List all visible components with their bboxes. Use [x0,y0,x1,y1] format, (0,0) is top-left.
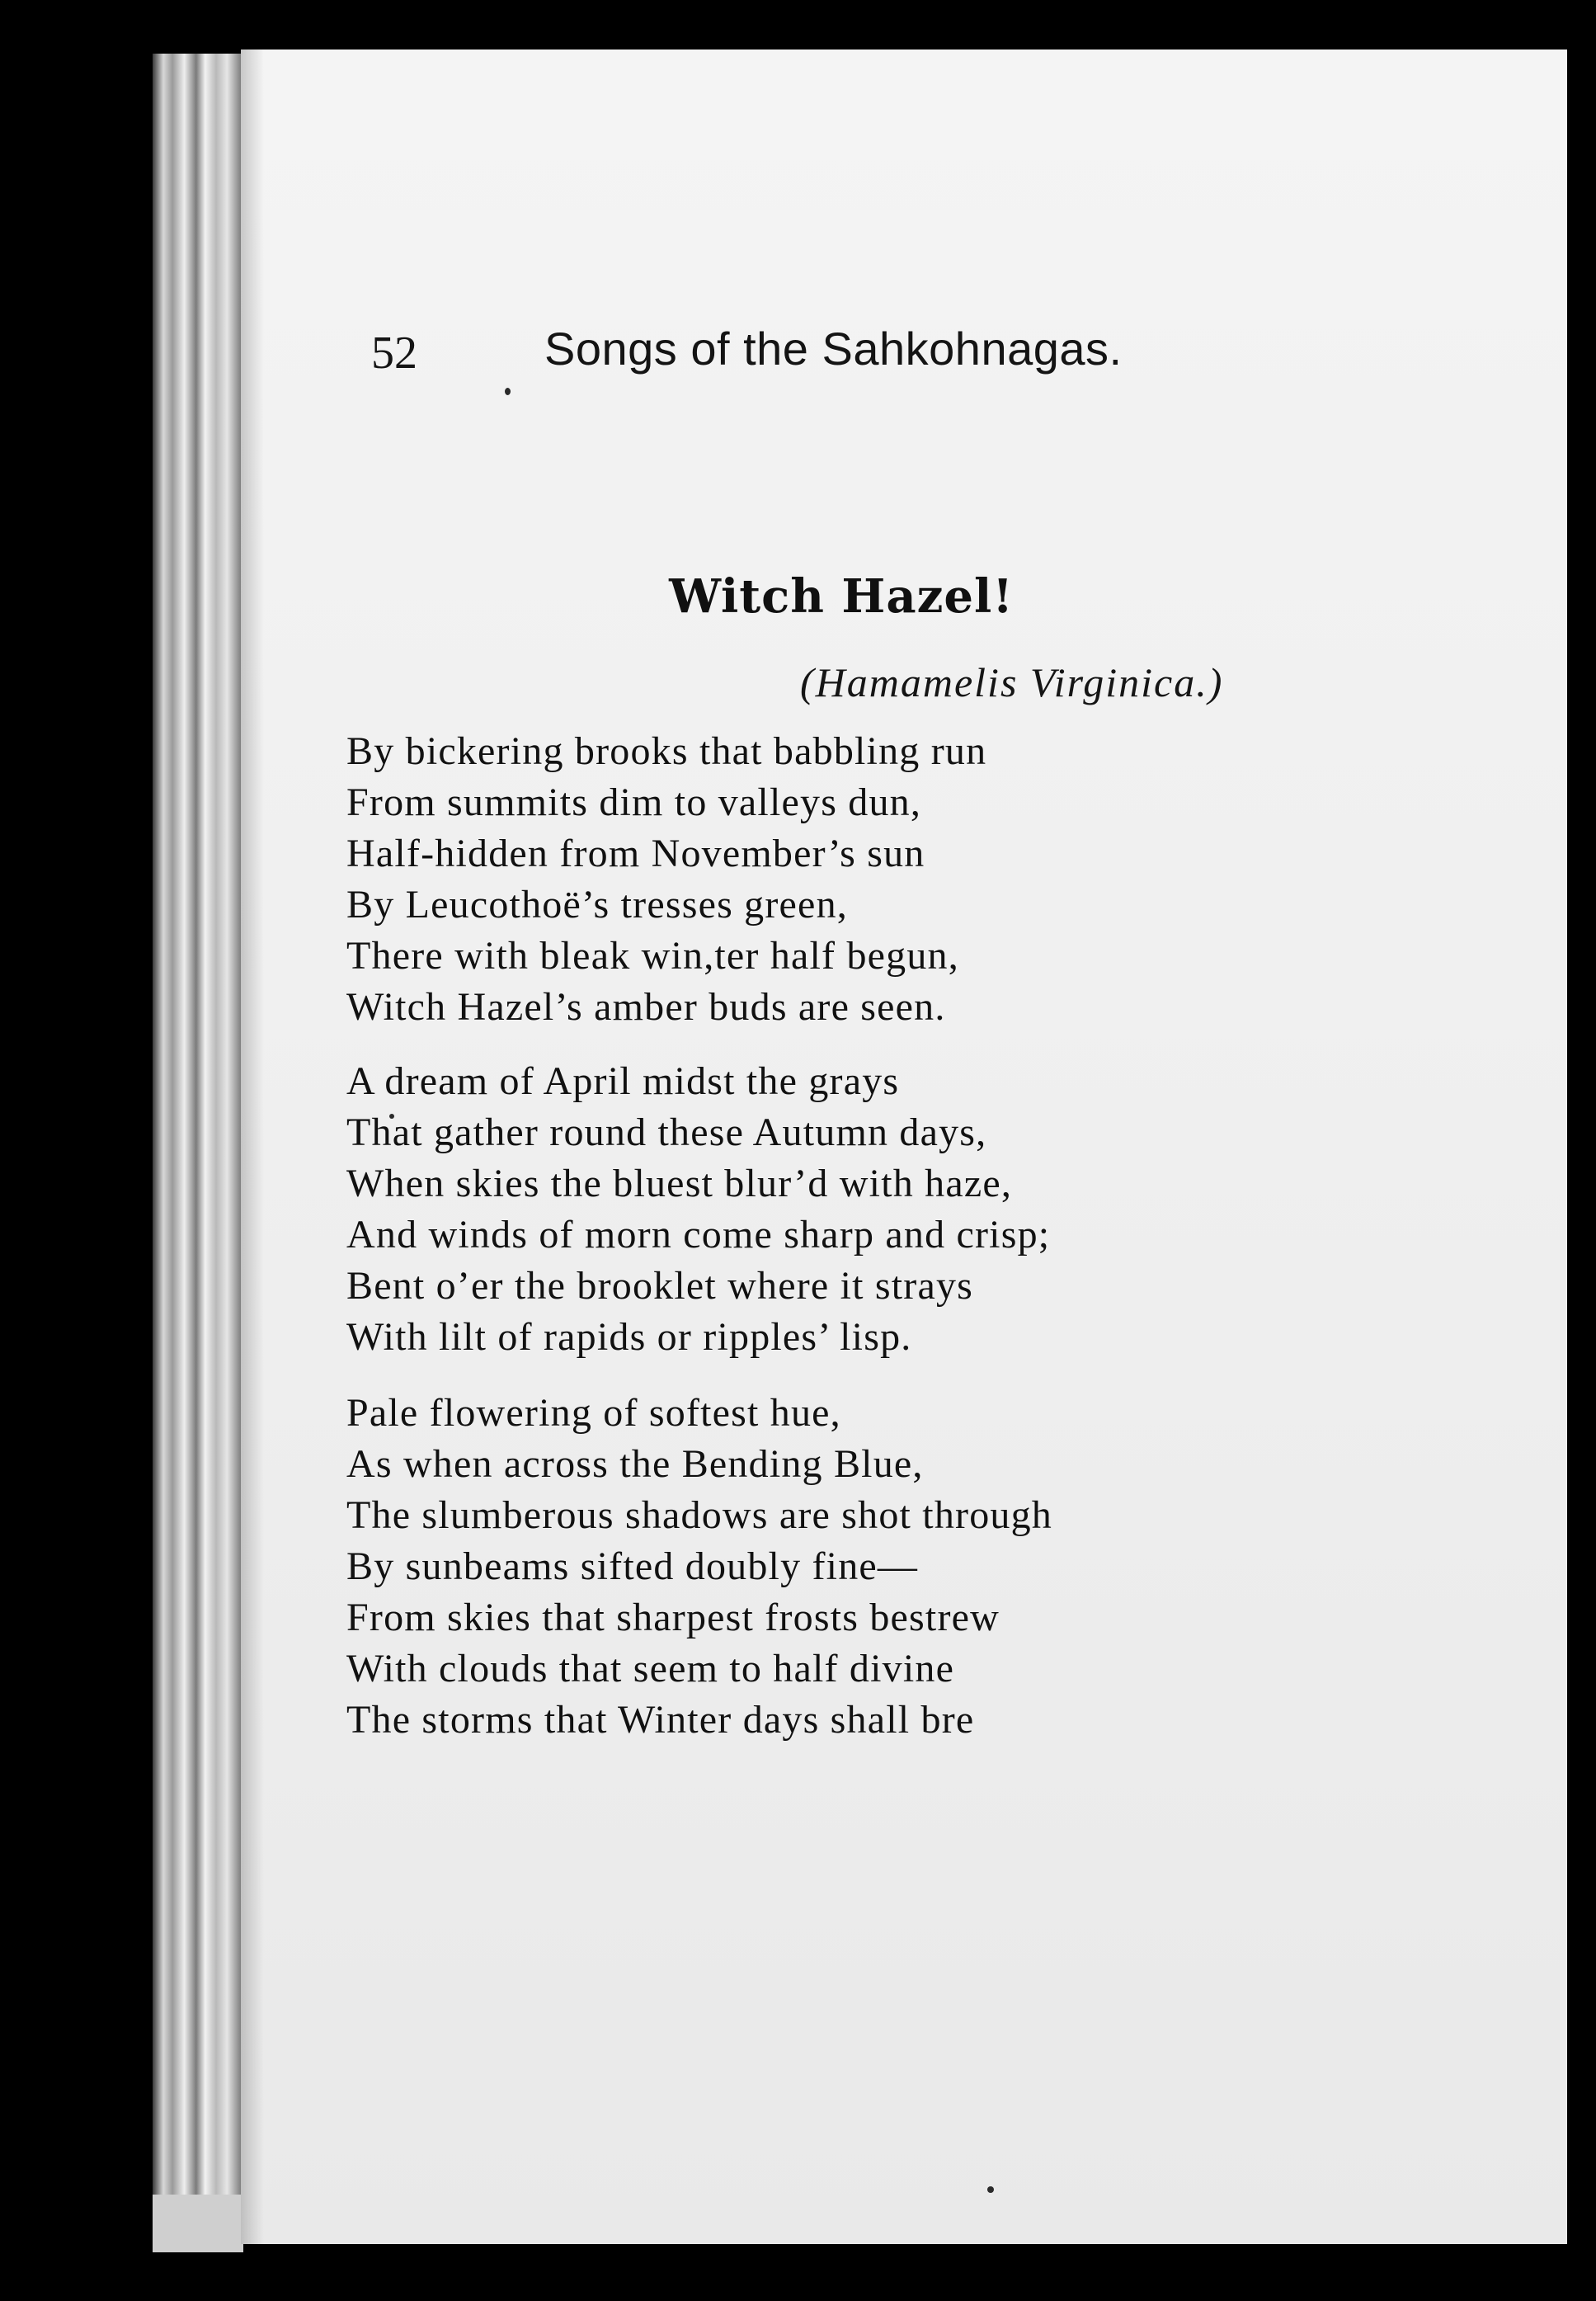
poem-line: The storms that Winter days shall bre [346,1698,975,1742]
binding-bottom-edge [153,2195,243,2252]
poem-line: And winds of morn come sharp and crisp; [346,1213,1051,1257]
poem-line: There with bleak win,ter half begun, [346,934,959,978]
stanza-3 [346,1388,1419,1746]
poem-line: From skies that sharpest frosts bestrew [346,1596,1000,1639]
page-header [371,314,1320,396]
poem-line: With lilt of rapids or ripples’ lisp. [346,1315,912,1359]
poem-line: When skies the bluest blur’d with haze, [346,1162,1013,1205]
poem-line: As when across the Bending Blue, [346,1442,924,1486]
gutter-shadow [241,50,264,2244]
running-head: Songs of the Sahkohnagas. [544,323,1123,375]
stanza-1 [346,726,1419,1033]
poem-line: The slumberous shadows are shot through [346,1493,1053,1537]
poem-line: By sunbeams sifted doubly fine— [346,1544,919,1588]
poem-line: Pale flowering of softest hue, [346,1391,841,1435]
book-binding [153,54,243,2248]
poem-line: With clouds that seem to half divine [346,1647,955,1690]
poem-line: By bickering brooks that babbling run [346,729,987,773]
poem-line: From summits dim to valleys dun, [346,780,922,824]
poem-line: Bent o’er the brooklet where it strays [346,1264,974,1308]
poem-line: A dream of April midst the grays [346,1059,900,1103]
stanza-2 [346,1056,1419,1363]
poem-line: Half-hidden from November’s sun [346,832,925,875]
dust-speck [987,2186,994,2193]
poem-line: That gather round these Autumn days, [346,1110,987,1154]
page-number: 52 [371,328,417,379]
poem-subtitle: (Hamamelis Virginica.) [800,659,1224,705]
poem-title: Witch Hazel! [669,569,1014,624]
poem-line: By Leucothoë’s tresses green, [346,883,848,927]
poem-line: Witch Hazel’s amber buds are seen. [346,985,946,1029]
